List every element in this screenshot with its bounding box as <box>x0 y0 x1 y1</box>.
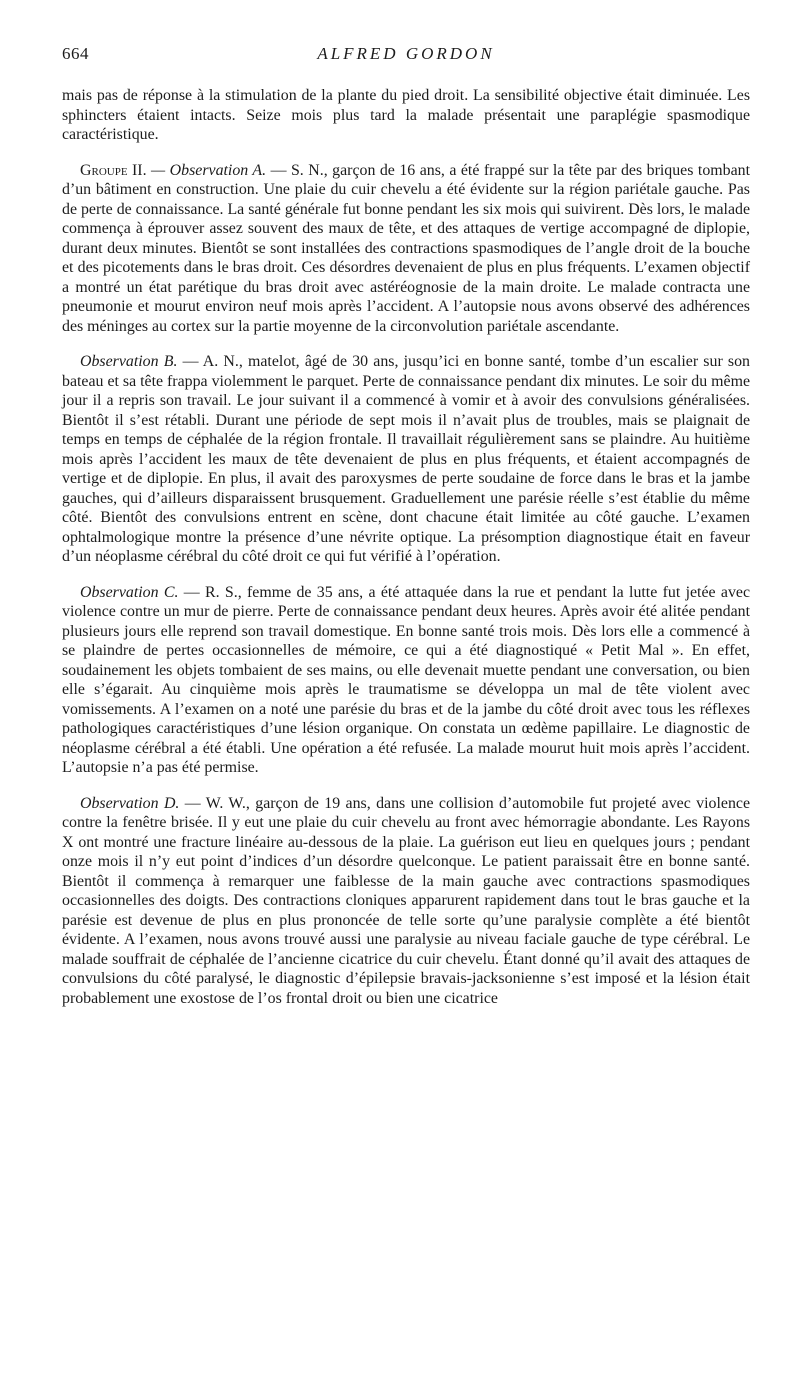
paragraph-text: — W. W., garçon de 19 ans, dans une collision d’automobile fut projeté avec violence contre la fenêtre brisée. Il y eut une plaie du cuir chevelu au front avec hémorragie abondante. Les Rayons X ont montré une fracture linéaire au-dessous de la plaie. La guérison eut lieu en quelques jours ; pendant onze mois il n’y eut point d’indices d’un désordre quelconque. Le patient paraissait être en bonne santé. Bientôt il commença à remarquer une faiblesse de la main gauche avec contractions spasmodiques occasionnelles des doigts. Des contractions cloniques apparurent rapidement dans tout le bras gauche et la parésie est devenue de plus en plus prononcée de telle sorte qu’une paralysie complète a été bientôt évidente. A l’examen, nous avons trouvé aussi une paralysie au niveau faciale gauche de type cérébral. Le malade souffrait de céphalée de l’ancienne cicatrice du cuir chevelu. Étant donné qu’il avait des attaques de convulsions du côté paralysé, le diagnostic d’épilepsie bravais-jacksonienne s’est imposé et la lésion était probablement une exostose de l’os frontal droit ou bien une cicatrice <box>62 794 750 1007</box>
running-head: ALFRED GORDON <box>317 44 495 63</box>
group-heading: Groupe II. <box>80 161 147 179</box>
observation-label: Observation C. <box>80 583 179 601</box>
observation-label: Observation B. <box>80 353 178 370</box>
paragraph-observation-b <box>62 352 750 567</box>
paragraph-text: mais pas de réponse à la stimulation de la plante du pied droit. La sensibilité objective était diminuée. Les sphincters étaient intacts. Seize mois plus tard la malade présentait une paraplégie spasmodique caractéristique. <box>62 87 750 143</box>
observation-label: — Observation A. <box>146 161 267 179</box>
paragraph-text: — R. S., femme de 35 ans, a été attaquée dans la rue et pendant la lutte fut jetée avec violence contre un mur de pierre. Perte de connaissance pendant deux heures. Après avoir été alitée pendant plusieurs jours elle reprend son travail domestique. En bonne santé trois mois. Dès lors elle a commencé à se plaindre de pertes occasionnelles de mémoire, ce qui a été diagnostiqué « Petit Mal ». En effet, soudainement les objets tombaient de ses mains, ou elle devenait muette pendant une conversation, ou bien elle s’égarait. Au cinquième mois après le traumatisme se développa un mal de tête violent avec vomissements. A l’examen on a noté une parésie du bras et de la jambe du côté droit avec tous les réflexes pathologiques caractéristiques d’une lésion organique. On constata un œdème papillaire. Le diagnostic de néoplasme cérébral a été établi. Une opération a été refusée. La malade mourut huit mois après l’accident. L’autopsie n’a pas été permise. <box>62 583 751 776</box>
page-number: 664 <box>62 44 89 63</box>
observation-label: Observation D. <box>80 794 180 812</box>
paragraph-observation-a <box>62 161 750 337</box>
paragraph-text: — A. N., matelot, âgé de 30 ans, jusqu’ici en bonne santé, tombe d’un escalier sur son bateau et sa tête frappa violemment le parquet. Perte de connaissance pendant dix minutes. Le soir du même jour il a repris son travail. Le jour suivant il a commencé à vomir et à avoir des convulsions généralisées. Bientôt il s’est rétabli. Durant une période de sept mois il n’avait plus de troubles, mais se plaignait de temps en temps de céphalée de la région frontale. Il travaillait régulièrement sans se plaindre. Au huitième mois après l’accident les maux de tête devenaient de plus en plus fréquents, et étaient accompagnés de vertige et de diplopie. En plus, il avait des paroxysmes de perte soudaine de force dans le bras et la jambe gauches, qui d’ailleurs disparaissent brusquement. Graduellement une parésie réelle s’est établie du même côté. Bientôt des convulsions entrent en scène, dont chacune était limitée au côté gauche. L’examen ophtalmologique montre la présence d’une névrite optique. La présomption diagnostique était en faveur d’un néoplasme cérébral du côté droit ce qui fut vérifié à l’opération. <box>62 353 750 565</box>
paragraph-observation-d <box>62 794 750 1009</box>
paragraph-continuation <box>62 86 750 145</box>
paragraph-text: — S. N., garçon de 16 ans, a été frappé sur la tête par des briques tombant d’un bâtiment en construction. Une plaie du cuir chevelu a été évidente sur la région pariétale gauche. Pas de perte de connaissance. La santé générale fut bonne pendant les six mois qui suivirent. Dès lors, le malade commença à éprouver assez souvent des maux de tête, et des attaques de vertige accompagné de diplopie, durant deux minutes. Bientôt se sont installées des contractions spasmodiques de l’angle droit de la bouche et des picotements dans le bras droit. Ces désordres devenaient de plus en plus fréquents. L’examen objectif a montré un état parétique du bras droit avec astéréognosie de la main droite. Le malade contracta une pneumonie et mourut environ neuf mois après l’accident. A l’autopsie nous avons observé des adhérences des méninges au cortex sur la partie moyenne de la circonvolution pariétale ascendante. <box>62 161 750 335</box>
page-header <box>62 44 750 68</box>
body-text <box>62 86 750 1024</box>
paragraph-observation-c <box>62 583 750 778</box>
